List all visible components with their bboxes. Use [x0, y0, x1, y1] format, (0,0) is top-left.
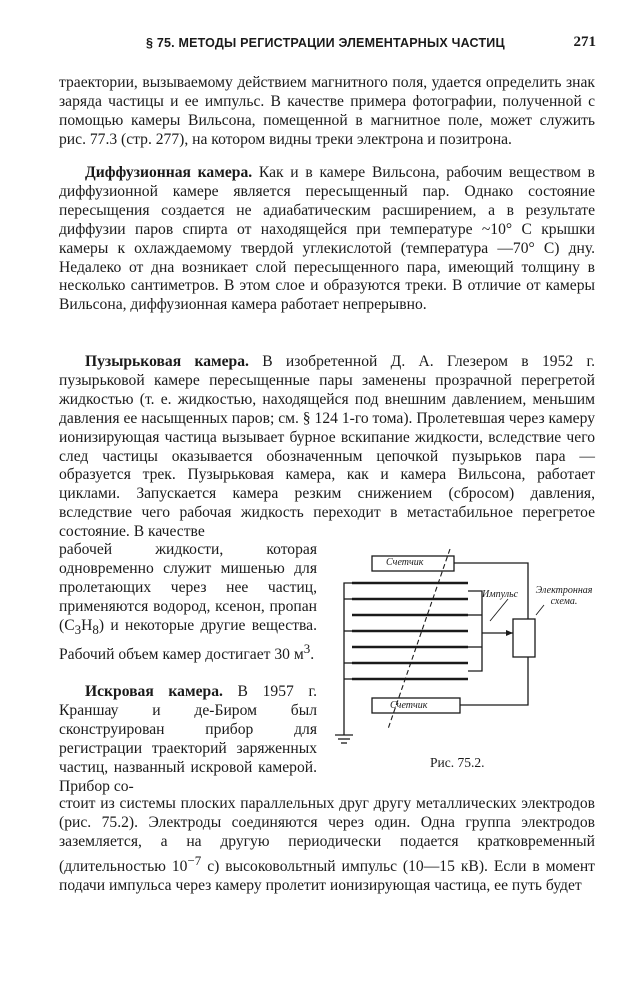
superscript-3: 3 [303, 640, 311, 656]
paragraph-diffusion-chamber [59, 164, 595, 315]
heading-spark-chamber: Искровая камера. [85, 683, 223, 700]
working-liquid-text-b: ) и некоторые другие вещества. Рабочий объем камер достигает 30 м [59, 616, 317, 663]
section-title: § 75. МЕТОДЫ РЕГИСТРАЦИИ ЭЛЕМЕНТАРНЫХ ЧАСТИЦ [146, 36, 505, 50]
spark-text-a: стоит из системы плоских параллельных друг другу металлических электродов (рис. 75.2). Электроды соединяются через один. Одна группа электродов заземляется, а на другую периодически подается кратковременный (длительностью 10 [59, 795, 595, 875]
paragraph-spark-chamber [59, 683, 317, 796]
subscript-8: 8 [92, 621, 99, 637]
figure-spark-chamber [330, 545, 598, 785]
heading-diffusion-chamber: Диффузионная камера. [85, 164, 253, 181]
paragraph-cloud-chamber-end: траектории, вызываемому действием магнитного поля, удается определить знак заряда частицы и ее импульс. В качестве примера фотографии, полученной с помощью камеры Вильсона, помещенной в магнитное поле, может служить рис. 77.3 (стр. 277), на котором видны треки электрона и позитрона. [59, 74, 595, 148]
page-number: 271 [573, 34, 596, 50]
spark-chamber-diagram [330, 545, 598, 785]
working-liquid-text-h: H [81, 616, 93, 634]
paragraph-spark-chamber-cont [59, 795, 595, 896]
body-bubble-chamber: В изобретенной Д. А. Глезером в 1952 г. пузырьковой камере пересыщенные пары заменены прозрачной перегретой жидкостью (т. е. жидкостью, находящейся под внешним давлением, меньшим давления ее насыщенных паров; см. § 124 1-го тома). Пролетевшая через камеру ионизирующая частица вызывает бурное вскипание жидкости, вследствие чего след частицы оказывается обозначенным цепочкой пузырьков пара — образуется трек. Пузырьковая камера, как и камера Вильсона, работает циклами. Запускается камера резким снижением (сбросом) давления, вследствие чего рабочая жидкость переходит в метастабильное перегретое состояние. В качестве [59, 353, 596, 541]
paragraph-working-liquid [59, 541, 317, 665]
superscript-minus7: −7 [187, 852, 202, 868]
body-spark-chamber: В 1957 г. Краншау и де-Биром был сконструирован прибор для регистрации траекторий заряженных частиц, названный искровой камерой. Прибор со- [59, 683, 317, 795]
subscript-3: 3 [74, 621, 82, 637]
heading-bubble-chamber: Пузырьковая камера. [85, 353, 249, 370]
label-counter-bottom: Счетчик [390, 700, 428, 711]
ground-bus [335, 583, 353, 743]
working-liquid-text-a: рабочей жидкости, которая одновременно служит мишенью для пролетающих через нее частиц, применяются водород, ксенон, пропан (C [59, 541, 317, 634]
electronics-block [513, 619, 535, 657]
body-diffusion-chamber: Как и в камере Вильсона, рабочим веществом в диффузионной камере является пересыщенный пар. Однако состояние пересыщения создается не адиабатическим расширением, а в результате диффузии паров спирта от находящейся при температуре ~10° С крышки камеры к охлаждаемому твердой углекислотой (температура —70° С) дну. Недалеко от дна возникает слой пересыщенного пара, имеющий толщину в несколько сантиметров. В этом слое и образуются треки. В отличие от камеры Вильсона, диффузионная камера работает непрерывно. [59, 164, 595, 314]
impulse-leader [490, 599, 508, 621]
working-liquid-period: . [310, 645, 315, 663]
paragraph-bubble-chamber [59, 353, 595, 542]
label-impulse: Импульс [482, 589, 519, 600]
pulse-bus [468, 591, 513, 671]
label-counter-top: Счетчик [386, 557, 424, 568]
label-electronics: Электронная схема. [535, 585, 593, 607]
figure-caption: Рис. 75.2. [430, 755, 485, 770]
running-header [60, 32, 600, 54]
spark-text-b: с) высоковольтный импульс (10—15 кВ). Если в момент подачи импульса через камеру пролетит ионизирующая частица, ее путь будет [59, 857, 595, 894]
